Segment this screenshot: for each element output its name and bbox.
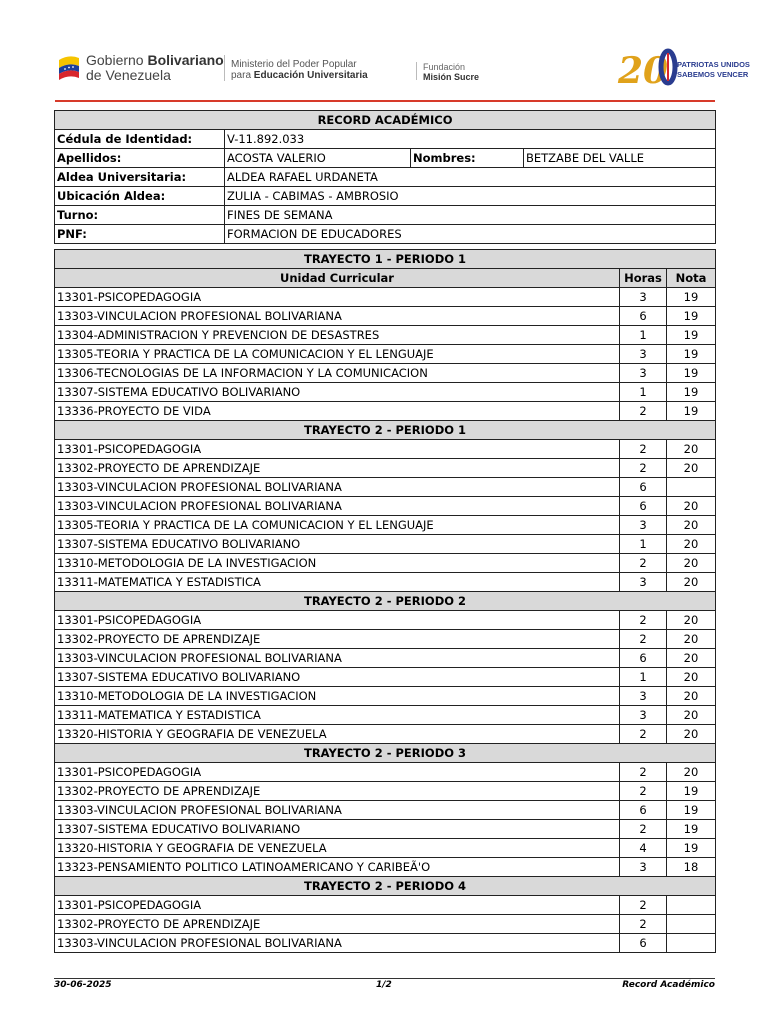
- aldea-value: ALDEA RAFAEL URDANETA: [225, 168, 716, 187]
- course-grade: 20: [667, 687, 716, 706]
- table-row: [55, 364, 716, 383]
- info-row: [55, 168, 716, 187]
- course-unit: 13320-HISTORIA Y GEOGRAFIA DE VENEZUELA: [55, 839, 620, 858]
- info-row: [55, 206, 716, 225]
- course-unit: 13304-ADMINISTRACION Y PREVENCION DE DESASTRES: [55, 326, 620, 345]
- course-unit: 13302-PROYECTO DE APRENDIZAJE: [55, 630, 620, 649]
- course-grade: 20: [667, 763, 716, 782]
- course-hours: 2: [620, 820, 667, 839]
- course-grade: 19: [667, 782, 716, 801]
- table-row: [55, 478, 716, 497]
- course-grade: 20: [667, 440, 716, 459]
- course-hours: 3: [620, 858, 667, 877]
- course-unit: 13301-PSICOPEDAGOGIA: [55, 896, 620, 915]
- ubicacion-value: ZULIA - CABIMAS - AMBROSIO: [225, 187, 716, 206]
- table-row: [55, 516, 716, 535]
- course-grade: 19: [667, 326, 716, 345]
- table-row: [55, 763, 716, 782]
- table-row: [55, 858, 716, 877]
- table-row: [55, 402, 716, 421]
- course-grade: 18: [667, 858, 716, 877]
- venezuela-flag-icon: [57, 52, 81, 82]
- course-hours: 3: [620, 687, 667, 706]
- course-grade: [667, 934, 716, 953]
- table-row: [55, 668, 716, 687]
- table-row: [55, 459, 716, 478]
- info-row: [55, 149, 716, 168]
- column-header-row: [55, 269, 716, 288]
- footer-date: 30-06-2025: [54, 980, 112, 990]
- course-grade: [667, 915, 716, 934]
- course-unit: 13301-PSICOPEDAGOGIA: [55, 440, 620, 459]
- table-row: [55, 915, 716, 934]
- course-unit: 13302-PROYECTO DE APRENDIZAJE: [55, 915, 620, 934]
- student-info-table: [54, 110, 716, 244]
- table-row: [55, 345, 716, 364]
- course-hours: 6: [620, 934, 667, 953]
- course-unit: 13307-SISTEMA EDUCATIVO BOLIVARIANO: [55, 820, 620, 839]
- course-unit: 13320-HISTORIA Y GEOGRAFIA DE VENEZUELA: [55, 725, 620, 744]
- course-unit: 13303-VINCULACION PROFESIONAL BOLIVARIANA: [55, 649, 620, 668]
- course-grade: 20: [667, 497, 716, 516]
- course-grade: 19: [667, 364, 716, 383]
- table-row: [55, 630, 716, 649]
- cedula-value: V-11.892.033: [225, 130, 716, 149]
- course-grade: 20: [667, 630, 716, 649]
- turno-label: Turno:: [55, 206, 225, 225]
- course-hours: 6: [620, 649, 667, 668]
- nombres-label: Nombres:: [411, 149, 524, 168]
- apellidos-label: Apellidos:: [55, 149, 225, 168]
- section-header-row: [55, 421, 716, 440]
- course-unit: 13302-PROYECTO DE APRENDIZAJE: [55, 782, 620, 801]
- pnf-value: FORMACION DE EDUCADORES: [225, 225, 716, 244]
- course-hours: 2: [620, 459, 667, 478]
- record-title-row: [55, 111, 716, 130]
- section-header-row: [55, 250, 716, 269]
- course-hours: 1: [620, 668, 667, 687]
- course-unit: 13303-VINCULACION PROFESIONAL BOLIVARIANA: [55, 934, 620, 953]
- course-hours: 6: [620, 307, 667, 326]
- info-row: [55, 130, 716, 149]
- table-row: [55, 440, 716, 459]
- record-title: RECORD ACADÉMICO: [55, 111, 716, 130]
- course-grade: 20: [667, 725, 716, 744]
- course-hours: 2: [620, 896, 667, 915]
- course-hours: 3: [620, 364, 667, 383]
- turno-value: FINES DE SEMANA: [225, 206, 716, 225]
- foundation-text: Fundación Misión Sucre: [423, 62, 480, 82]
- course-hours: 2: [620, 554, 667, 573]
- table-row: [55, 820, 716, 839]
- course-unit: 13336-PROYECTO DE VIDA: [55, 402, 620, 421]
- course-unit: 13311-MATEMATICA Y ESTADISTICA: [55, 706, 620, 725]
- course-unit: 13310-METODOLOGIA DE LA INVESTIGACION: [55, 554, 620, 573]
- header-red-rule: [55, 100, 715, 102]
- course-grade: [667, 896, 716, 915]
- course-hours: 2: [620, 440, 667, 459]
- course-grade: 20: [667, 554, 716, 573]
- footer-page-number: 1/2: [376, 980, 392, 990]
- course-grade: [667, 478, 716, 497]
- pnf-label: PNF:: [55, 225, 225, 244]
- course-hours: 2: [620, 725, 667, 744]
- course-unit: 13301-PSICOPEDAGOGIA: [55, 288, 620, 307]
- course-grade: 19: [667, 820, 716, 839]
- info-row: [55, 187, 716, 206]
- course-hours: 2: [620, 611, 667, 630]
- info-row: [55, 225, 716, 244]
- course-unit: 13301-PSICOPEDAGOGIA: [55, 611, 620, 630]
- header-divider: [224, 55, 225, 81]
- course-grade: 20: [667, 535, 716, 554]
- table-row: [55, 896, 716, 915]
- course-unit: 13323-PENSAMIENTO POLITICO LATINOAMERICANO Y CARIBEÃ'O: [55, 858, 620, 877]
- table-row: [55, 649, 716, 668]
- table-row: [55, 535, 716, 554]
- course-unit: 13310-METODOLOGIA DE LA INVESTIGACION: [55, 687, 620, 706]
- course-grade: 20: [667, 649, 716, 668]
- section-header-row: [55, 592, 716, 611]
- course-hours: 2: [620, 915, 667, 934]
- header-divider: [416, 62, 417, 80]
- course-hours: 6: [620, 497, 667, 516]
- course-unit: 13303-VINCULACION PROFESIONAL BOLIVARIANA: [55, 478, 620, 497]
- aldea-label: Aldea Universitaria:: [55, 168, 225, 187]
- table-row: [55, 288, 716, 307]
- course-hours: 3: [620, 573, 667, 592]
- ministry-text: Ministerio del Poder Popular para Educación Universitaria: [231, 59, 368, 81]
- course-grade: 19: [667, 288, 716, 307]
- bicentennial-logo: [618, 45, 750, 92]
- column-header-unit: Unidad Curricular: [55, 269, 620, 288]
- course-unit: 13306-TECNOLOGIAS DE LA INFORMACION Y LA COMUNICACION: [55, 364, 620, 383]
- section-header-row: [55, 877, 716, 896]
- course-hours: 2: [620, 630, 667, 649]
- table-row: [55, 706, 716, 725]
- course-hours: 3: [620, 706, 667, 725]
- ubicacion-label: Ubicación Aldea:: [55, 187, 225, 206]
- table-row: [55, 326, 716, 345]
- logo-line1: PATRIOTAS UNIDOS: [677, 60, 750, 69]
- footer-doc-name: Record Académico: [622, 980, 715, 990]
- course-unit: 13305-TEORIA Y PRACTICA DE LA COMUNICACION Y EL LENGUAJE: [55, 516, 620, 535]
- course-grade: 20: [667, 516, 716, 535]
- course-hours: 2: [620, 763, 667, 782]
- section-title: TRAYECTO 2 - PERIODO 1: [55, 421, 716, 440]
- course-grade: 20: [667, 573, 716, 592]
- course-unit: 13307-SISTEMA EDUCATIVO BOLIVARIANO: [55, 668, 620, 687]
- government-logo-text: Gobierno Bolivariano de Venezuela: [86, 52, 224, 83]
- course-unit: 13307-SISTEMA EDUCATIVO BOLIVARIANO: [55, 383, 620, 402]
- course-unit: 13307-SISTEMA EDUCATIVO BOLIVARIANO: [55, 535, 620, 554]
- course-grade: 20: [667, 611, 716, 630]
- table-row: [55, 611, 716, 630]
- course-hours: 4: [620, 839, 667, 858]
- table-row: [55, 782, 716, 801]
- course-hours: 3: [620, 345, 667, 364]
- table-row: [55, 725, 716, 744]
- section-title: TRAYECTO 2 - PERIODO 3: [55, 744, 716, 763]
- course-unit: 13303-VINCULACION PROFESIONAL BOLIVARIANA: [55, 497, 620, 516]
- course-unit: 13303-VINCULACION PROFESIONAL BOLIVARIANA: [55, 801, 620, 820]
- apellidos-value: ACOSTA VALERIO: [225, 149, 411, 168]
- course-grade: 20: [667, 706, 716, 725]
- course-grade: 20: [667, 459, 716, 478]
- course-grade: 19: [667, 801, 716, 820]
- table-row: [55, 934, 716, 953]
- table-row: [55, 497, 716, 516]
- course-grade: 19: [667, 307, 716, 326]
- course-unit: 13305-TEORIA Y PRACTICA DE LA COMUNICACION Y EL LENGUAJE: [55, 345, 620, 364]
- course-unit: 13311-MATEMATICA Y ESTADISTICA: [55, 573, 620, 592]
- course-hours: 6: [620, 478, 667, 497]
- course-hours: 2: [620, 782, 667, 801]
- table-row: [55, 687, 716, 706]
- table-row: [55, 554, 716, 573]
- column-header-hours: Horas: [620, 269, 667, 288]
- logo-year: 20: [618, 50, 669, 92]
- section-title: TRAYECTO 2 - PERIODO 2: [55, 592, 716, 611]
- course-grade: 20: [667, 668, 716, 687]
- course-hours: 2: [620, 402, 667, 421]
- table-row: [55, 383, 716, 402]
- cedula-label: Cédula de Identidad:: [55, 130, 225, 149]
- table-row: [55, 573, 716, 592]
- course-hours: 3: [620, 516, 667, 535]
- section-title: TRAYECTO 1 - PERIODO 1: [55, 250, 716, 269]
- course-unit: 13302-PROYECTO DE APRENDIZAJE: [55, 459, 620, 478]
- course-grade: 19: [667, 839, 716, 858]
- course-hours: 1: [620, 326, 667, 345]
- courses-table: [54, 249, 716, 953]
- footer-rule: [54, 978, 715, 979]
- logo-line2: SABEMOS VENCER: [677, 70, 749, 79]
- section-header-row: [55, 744, 716, 763]
- course-hours: 6: [620, 801, 667, 820]
- table-row: [55, 307, 716, 326]
- course-hours: 1: [620, 535, 667, 554]
- section-title: TRAYECTO 2 - PERIODO 4: [55, 877, 716, 896]
- course-unit: 13301-PSICOPEDAGOGIA: [55, 763, 620, 782]
- course-grade: 19: [667, 345, 716, 364]
- course-grade: 19: [667, 402, 716, 421]
- course-grade: 19: [667, 383, 716, 402]
- table-row: [55, 839, 716, 858]
- column-header-grade: Nota: [667, 269, 716, 288]
- course-unit: 13303-VINCULACION PROFESIONAL BOLIVARIANA: [55, 307, 620, 326]
- table-row: [55, 801, 716, 820]
- course-hours: 1: [620, 383, 667, 402]
- nombres-value: BETZABE DEL VALLE: [524, 149, 716, 168]
- page-header: [0, 0, 768, 104]
- course-hours: 3: [620, 288, 667, 307]
